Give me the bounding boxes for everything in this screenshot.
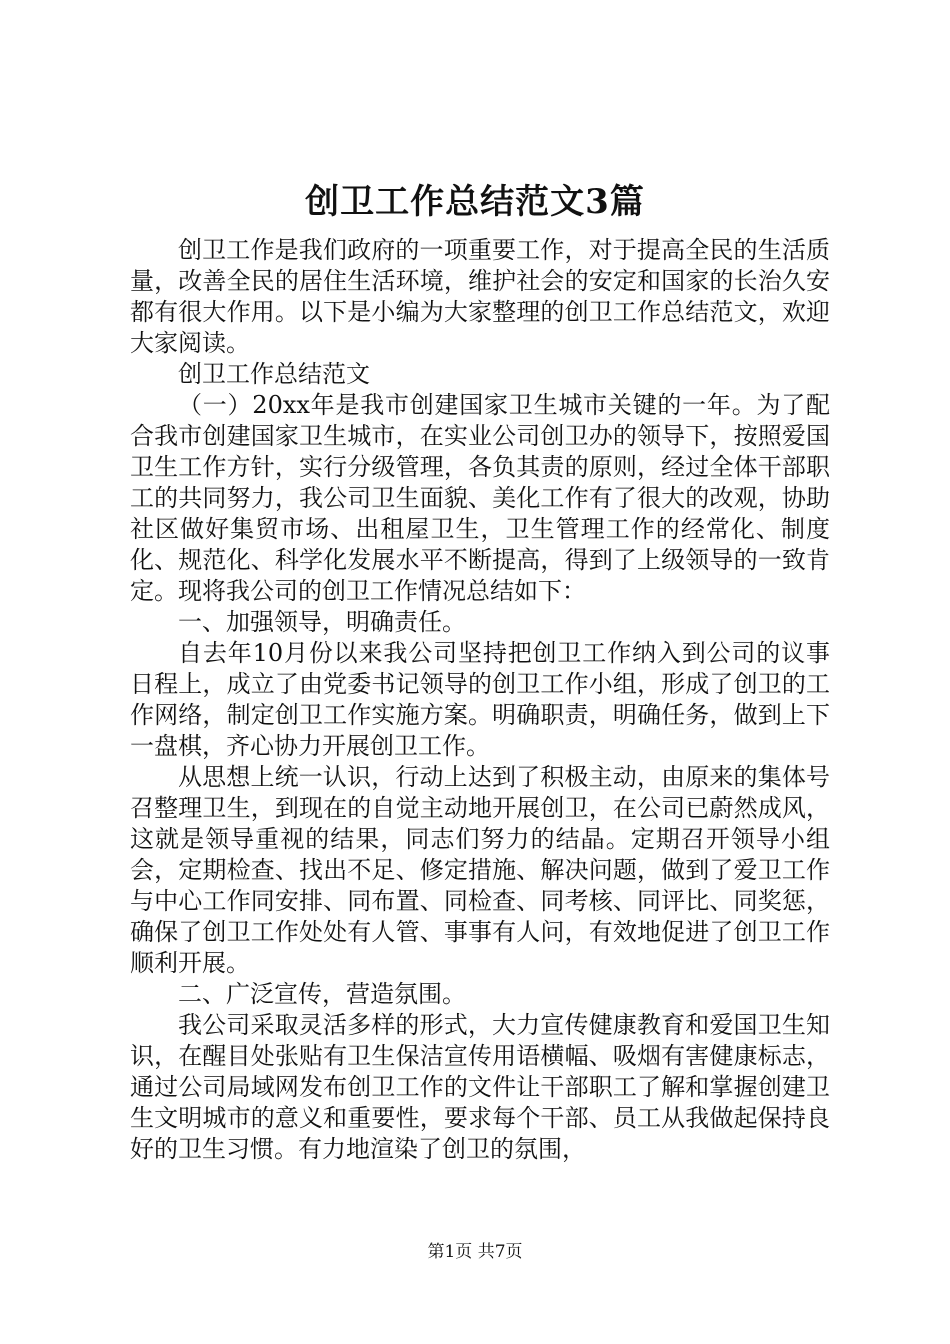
body-paragraph-4: 我公司采取灵活多样的形式，大力宣传健康教育和爱国卫生知识，在醒目处张贴有卫生保洁宣传用语横幅、吸烟有害健康标志，通过公司局域网发布创卫工作的文件让干部职工了解和掌握创建卫生文明城市的意义和重要性，要求每个干部、员工从我做起保持良好的卫生习惯。有力地渲染了创卫的氛围， bbox=[130, 1011, 830, 1163]
heading-publicity: 二、广泛宣传，营造氛围。 bbox=[178, 980, 466, 1008]
section-subtitle: 创卫工作总结范文 bbox=[178, 360, 370, 388]
body-paragraph-2: 自去年10月份以来我公司坚持把创卫工作纳入到公司的议事日程上，成立了由党委书记领导的创卫工作小组，形成了创卫的工作网络，制定创卫工作实施方案。明确职责，明确任务，做到上下一盘棋，齐心协力开展创卫工作。 bbox=[130, 639, 830, 760]
page-title: 创卫工作总结范文3篇 bbox=[305, 182, 645, 222]
intro-paragraph: 创卫工作是我们政府的一项重要工作，对于提高全民的生活质量，改善全民的居住生活环境，维护社会的安定和国家的长治久安都有很大作用。以下是小编为大家整理的创卫工作总结范文，欢迎大家阅读。 bbox=[130, 236, 830, 357]
page-footer: 第1页 共7页 bbox=[427, 1242, 523, 1262]
body-paragraph-1: （一）20xx年是我市创建国家卫生城市关键的一年。为了配合我市创建国家卫生城市，在实业公司创卫办的领导下，按照爱国卫生工作方针，实行分级管理，各负其责的原则，经过全体干部职工的共同努力，我公司卫生面貌、美化工作有了很大的改观，协助社区做好集贸市场、出租屋卫生，卫生管理工作的经常化、制度化、规范化、科学化发展水平不断提高，得到了上级领导的一致肯定。现将我公司的创卫工作情况总结如下： bbox=[130, 391, 830, 605]
heading-leadership: 一、加强领导，明确责任。 bbox=[178, 608, 466, 636]
document-body bbox=[130, 235, 830, 1165]
body-paragraph-3: 从思想上统一认识，行动上达到了积极主动，由原来的集体号召整理卫生，到现在的自觉主动地开展创卫，在公司已蔚然成风，这就是领导重视的结果，同志们努力的结晶。定期召开领导小组会，定期检查、找出不足、修定措施、解决问题，做到了爱卫工作与中心工作同安排、同布置、同检查、同考核、同评比、同奖惩，确保了创卫工作处处有人管、事事有人问，有效地促进了创卫工作顺利开展。 bbox=[130, 763, 830, 977]
